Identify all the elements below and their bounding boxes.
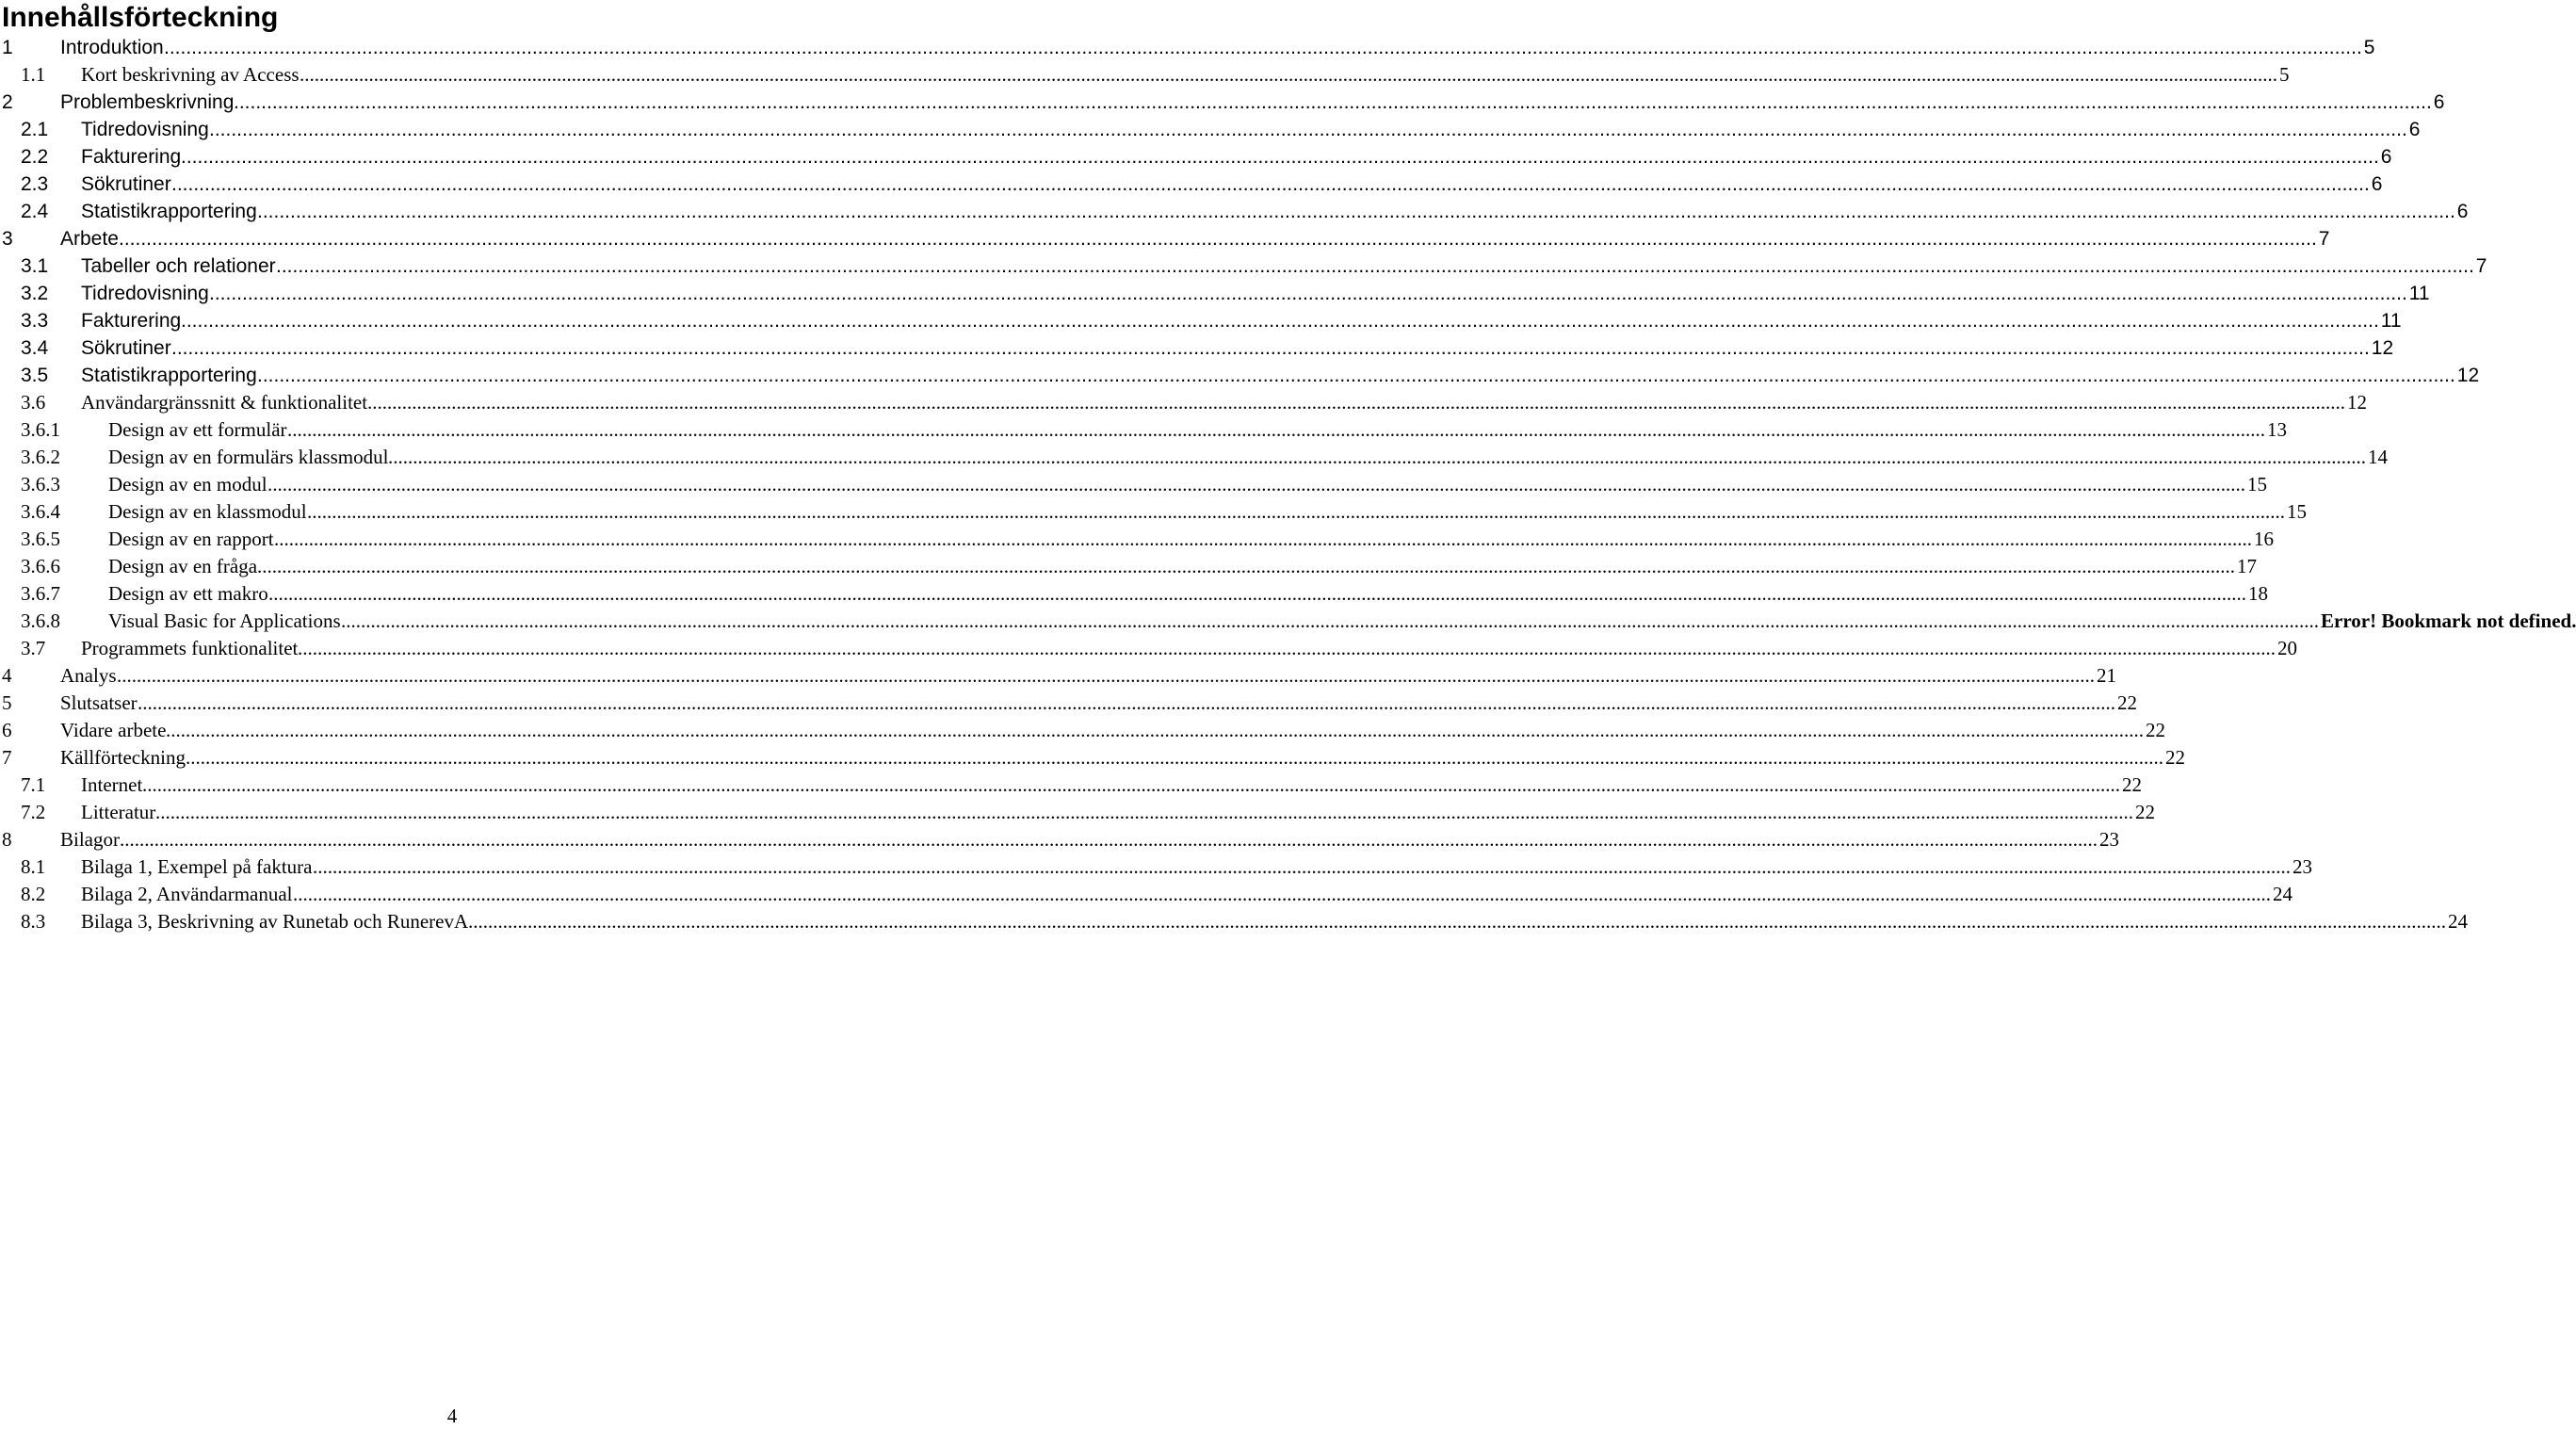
toc-leader — [313, 853, 2312, 881]
toc-leader — [257, 198, 2469, 225]
toc-leader — [186, 744, 2185, 772]
toc-entry-title: Design av ett formulär — [108, 418, 287, 441]
toc-entry[interactable] — [0, 580, 2268, 608]
toc-entry[interactable] — [0, 881, 2292, 908]
toc-entry[interactable] — [0, 908, 2468, 935]
toc-entry[interactable] — [0, 526, 2274, 553]
toc-entry[interactable] — [0, 853, 2312, 881]
toc-entry-page: 21 — [2097, 664, 2116, 687]
toc-entry[interactable] — [0, 89, 2445, 116]
dot-leader: ................................................................................................................................................................................................................................................................................................................................................................................................................ — [181, 310, 2379, 332]
toc-entry-page: 23 — [2292, 855, 2312, 878]
toc-entry-title: Introduktion — [60, 37, 164, 58]
dot-leader: ................................................................................................................................................................................................................................................................................................................................................................................................................ — [468, 910, 2446, 933]
toc-entry-title: Fakturering — [81, 146, 182, 168]
toc-leader — [166, 717, 2165, 744]
dot-leader: ................................................................................................................................................................................................................................................................................................................................................................................................................ — [257, 365, 2455, 386]
toc-entry-number: 7 — [2, 746, 12, 769]
dot-leader: ................................................................................................................................................................................................................................................................................................................................................................................................................ — [298, 637, 2276, 659]
toc-entry-title: Statistikrapportering — [81, 365, 257, 386]
toc-entry-page: 13 — [2267, 418, 2287, 441]
dot-leader: ................................................................................................................................................................................................................................................................................................................................................................................................................ — [257, 201, 2455, 222]
toc-leader — [209, 280, 2430, 307]
toc-entry-page: 24 — [2448, 910, 2468, 933]
toc-entry-title: Design av en formulärs klassmodul — [108, 446, 389, 468]
toc-entry-title: Slutsatser — [60, 691, 138, 714]
toc-entry-number: 8.1 — [21, 855, 46, 878]
toc-entry-number: 6 — [2, 719, 12, 741]
toc-entry-number: 3.2 — [21, 283, 49, 304]
toc-entry-title: Visual Basic for Applications — [108, 609, 341, 632]
toc-entry-number: 3.6.7 — [21, 582, 60, 605]
toc-entry-number: 3.1 — [21, 255, 49, 277]
toc-leader — [164, 34, 2375, 61]
toc-entry-title: Problembeskrivning — [60, 91, 235, 113]
toc-entry-page: 20 — [2277, 637, 2297, 659]
toc-entry-title: Tidredovisning — [81, 283, 209, 304]
toc-entry[interactable] — [0, 608, 2576, 635]
dot-leader: ................................................................................................................................................................................................................................................................................................................................................................................................................ — [155, 801, 2133, 823]
toc-entry-number: 3.6.6 — [21, 555, 60, 577]
dot-leader: ................................................................................................................................................................................................................................................................................................................................................................................................................ — [307, 500, 2285, 523]
dot-leader: ................................................................................................................................................................................................................................................................................................................................................................................................................ — [166, 719, 2144, 741]
toc-entry-number: 5 — [2, 691, 12, 714]
toc-entry-title: Sökrutiner — [81, 337, 171, 359]
toc-entry[interactable] — [0, 717, 2165, 744]
toc-leader — [274, 526, 2274, 553]
toc-entry-number: 2 — [2, 91, 13, 113]
toc-leader — [155, 799, 2155, 826]
toc-leader — [307, 498, 2307, 526]
dot-leader: ................................................................................................................................................................................................................................................................................................................................................................................................................ — [367, 391, 2345, 414]
dot-leader: ................................................................................................................................................................................................................................................................................................................................................................................................................ — [388, 446, 2366, 468]
toc-entry-number: 3.5 — [21, 365, 49, 386]
toc-entry-number: 3 — [2, 228, 13, 250]
toc-leader — [300, 61, 2290, 89]
toc-entry-page: 22 — [2165, 746, 2185, 769]
dot-leader: ................................................................................................................................................................................................................................................................................................................................................................................................................ — [209, 119, 2407, 140]
toc-entry-number: 1.1 — [21, 63, 46, 86]
toc-entry-title: Kort beskrivning av Access — [81, 63, 300, 86]
toc-entry-page: 23 — [2099, 828, 2119, 851]
dot-leader: ................................................................................................................................................................................................................................................................................................................................................................................................................ — [181, 146, 2379, 168]
toc-leader — [117, 662, 2116, 690]
toc-entry-page: 5 — [2279, 63, 2290, 86]
toc-leader — [209, 116, 2421, 143]
toc-leader — [119, 225, 2330, 252]
toc-entry-number: 3.7 — [21, 637, 46, 659]
toc-entry-title: Statistikrapportering — [81, 201, 257, 222]
dot-leader: ................................................................................................................................................................................................................................................................................................................................................................................................................ — [119, 228, 2317, 250]
toc-leader — [171, 334, 2394, 362]
toc-entry-number: 3.6.2 — [21, 446, 60, 468]
toc-leader — [287, 416, 2287, 444]
dot-leader: ................................................................................................................................................................................................................................................................................................................................................................................................................ — [138, 691, 2115, 714]
toc-entry-page: 17 — [2237, 555, 2257, 577]
toc-entry-title: Litteratur — [81, 801, 156, 823]
dot-leader: ................................................................................................................................................................................................................................................................................................................................................................................................................ — [341, 609, 2319, 632]
toc-entry-page: 22 — [2135, 801, 2155, 823]
dot-leader: ................................................................................................................................................................................................................................................................................................................................................................................................................ — [171, 337, 2370, 359]
toc-entry-number: 8 — [2, 828, 12, 851]
toc-entry[interactable] — [0, 198, 2469, 225]
toc-entry-title: Bilaga 1, Exempel på faktura — [81, 855, 313, 878]
toc-entry-page: 22 — [2146, 719, 2165, 741]
toc-entry-page: 22 — [2122, 773, 2142, 796]
toc-entry-title: Källförteckning — [60, 746, 186, 769]
toc-entry-title: Användargränssnitt & funktionalitet — [81, 391, 368, 414]
footer-page-number: 4 — [446, 1405, 458, 1427]
toc-entry[interactable] — [0, 416, 2287, 444]
dot-leader: ................................................................................................................................................................................................................................................................................................................................................................................................................ — [300, 63, 2277, 86]
toc-entry[interactable] — [0, 444, 2388, 471]
toc-entry-number: 7.2 — [21, 801, 46, 823]
dot-leader: ................................................................................................................................................................................................................................................................................................................................................................................................................ — [234, 91, 2432, 113]
toc-entry[interactable] — [0, 34, 2375, 61]
toc-entry[interactable] — [0, 307, 2402, 334]
toc-entry[interactable] — [0, 171, 2383, 198]
toc-entry[interactable] — [0, 362, 2480, 389]
toc-entry-title: Design av ett makro — [108, 582, 268, 605]
toc-leader — [120, 826, 2119, 853]
toc-entry[interactable] — [0, 471, 2267, 498]
toc-entry-page: 12 — [2456, 365, 2480, 386]
toc-entry-page: 5 — [2363, 37, 2375, 58]
toc-entry-title: Internet — [81, 773, 143, 796]
dot-leader: ................................................................................................................................................................................................................................................................................................................................................................................................................ — [142, 773, 2120, 796]
toc-entry[interactable] — [0, 280, 2430, 307]
dot-leader: ................................................................................................................................................................................................................................................................................................................................................................................................................ — [293, 883, 2271, 905]
toc-entry-page: 15 — [2247, 473, 2267, 496]
page-title: Innehållsförteckning — [2, 2, 279, 33]
toc-entry-page: 12 — [2371, 337, 2394, 359]
toc-leader — [257, 553, 2257, 580]
toc-entry[interactable] — [0, 826, 2119, 853]
toc-entry-title: Programmets funktionalitet — [81, 637, 299, 659]
toc-entry-page: 6 — [2408, 119, 2421, 140]
toc-entry-title: Design av en rapport — [108, 528, 274, 550]
toc-entry-number: 3.6.8 — [21, 609, 60, 632]
dot-leader: ................................................................................................................................................................................................................................................................................................................................................................................................................ — [276, 255, 2474, 277]
toc-leader — [367, 389, 2367, 416]
toc-entry[interactable] — [0, 61, 2290, 89]
toc-entry[interactable] — [0, 334, 2394, 362]
toc-entry-page: 16 — [2254, 528, 2274, 550]
toc-leader — [388, 444, 2388, 471]
toc-entry-page: 15 — [2287, 500, 2307, 523]
toc-leader — [171, 171, 2383, 198]
toc-entry-number: 8.2 — [21, 883, 46, 905]
dot-leader: ................................................................................................................................................................................................................................................................................................................................................................................................................ — [257, 555, 2235, 577]
toc-entry-page: 7 — [2475, 255, 2487, 277]
dot-leader: ................................................................................................................................................................................................................................................................................................................................................................................................................ — [267, 473, 2245, 496]
toc-entry-number: 7.1 — [21, 773, 46, 796]
toc-entry[interactable] — [0, 116, 2421, 143]
toc-leader — [257, 362, 2480, 389]
toc-leader — [267, 471, 2267, 498]
dot-leader: ................................................................................................................................................................................................................................................................................................................................................................................................................ — [209, 283, 2407, 304]
dot-leader: ................................................................................................................................................................................................................................................................................................................................................................................................................ — [268, 582, 2246, 605]
toc-entry-number: 2.4 — [21, 201, 49, 222]
toc-entry-page: 6 — [2371, 173, 2383, 195]
toc-entry[interactable] — [0, 553, 2257, 580]
toc-entry-title: Vidare arbete — [60, 719, 167, 741]
toc-entry-page: 6 — [2380, 146, 2392, 168]
toc-entry[interactable] — [0, 690, 2137, 717]
toc-entry-title: Bilaga 3, Beskrivning av Runetab och RunerevA — [81, 910, 469, 933]
dot-leader: ................................................................................................................................................................................................................................................................................................................................................................................................................ — [117, 664, 2095, 687]
toc-entry-number: 3.4 — [21, 337, 49, 359]
toc-entry-title: Fakturering — [81, 310, 182, 332]
toc-entry-title: Tabeller och relationer — [81, 255, 276, 277]
toc-entry-title: Tidredovisning — [81, 119, 209, 140]
dot-leader: ................................................................................................................................................................................................................................................................................................................................................................................................................ — [120, 828, 2098, 851]
dot-leader: ................................................................................................................................................................................................................................................................................................................................................................................................................ — [274, 528, 2252, 550]
toc-entry-title: Analys — [60, 664, 117, 687]
toc-entry-page: 11 — [2380, 310, 2402, 332]
toc-entry-title: Bilagor — [60, 828, 120, 851]
toc-entry-number: 1 — [2, 37, 13, 58]
toc-leader — [142, 772, 2142, 799]
toc-leader — [293, 881, 2292, 908]
toc-entry-number: 8.3 — [21, 910, 46, 933]
toc-entry-page: 22 — [2117, 691, 2137, 714]
toc-entry-number: 3.6.5 — [21, 528, 60, 550]
toc-leader — [468, 908, 2468, 935]
toc-entry-page: 6 — [2456, 201, 2469, 222]
toc-entry-title: Arbete — [60, 228, 119, 250]
toc-entry[interactable] — [0, 662, 2116, 690]
toc-entry-number: 3.6.1 — [21, 418, 60, 441]
toc-entry-title: Design av en klassmodul — [108, 500, 307, 523]
toc-entry[interactable] — [0, 635, 2297, 662]
toc-entry-error: Error! Bookmark not defined. — [2321, 609, 2576, 632]
toc-leader — [341, 608, 2576, 635]
toc-leader — [181, 143, 2392, 171]
toc-entry-number: 3.6.3 — [21, 473, 60, 496]
toc-entry-page: 24 — [2273, 883, 2292, 905]
toc-entry-number: 3.6.4 — [21, 500, 60, 523]
toc-entry-title: Design av en modul — [108, 473, 267, 496]
toc-entry-number: 3.3 — [21, 310, 49, 332]
toc-entry[interactable] — [0, 498, 2307, 526]
dot-leader: ................................................................................................................................................................................................................................................................................................................................................................................................................ — [186, 746, 2163, 769]
table-of-contents — [0, 34, 2576, 935]
toc-entry[interactable] — [0, 799, 2155, 826]
toc-leader — [276, 252, 2487, 280]
dot-leader: ................................................................................................................................................................................................................................................................................................................................................................................................................ — [287, 418, 2265, 441]
toc-entry[interactable] — [0, 252, 2487, 280]
toc-entry-page: 18 — [2248, 582, 2268, 605]
toc-leader — [181, 307, 2402, 334]
toc-entry-title: Sökrutiner — [81, 173, 171, 195]
toc-entry-number: 3.6 — [21, 391, 46, 414]
toc-leader — [234, 89, 2445, 116]
toc-leader — [268, 580, 2268, 608]
toc-entry-page: 11 — [2408, 283, 2430, 304]
toc-entry-number: 4 — [2, 664, 12, 687]
toc-entry[interactable] — [0, 744, 2185, 772]
toc-leader — [138, 690, 2137, 717]
dot-leader: ................................................................................................................................................................................................................................................................................................................................................................................................................ — [164, 37, 2362, 58]
toc-entry-number: 2.2 — [21, 146, 49, 168]
toc-entry[interactable] — [0, 389, 2367, 416]
toc-entry-page: 12 — [2347, 391, 2367, 414]
toc-entry-page: 14 — [2368, 446, 2388, 468]
toc-entry-page: 7 — [2318, 228, 2330, 250]
toc-entry-page: 6 — [2433, 91, 2445, 113]
toc-entry-number: 2.3 — [21, 173, 49, 195]
toc-entry-title: Design av en fråga — [108, 555, 258, 577]
toc-leader — [298, 635, 2297, 662]
toc-entry[interactable] — [0, 772, 2142, 799]
toc-entry[interactable] — [0, 225, 2330, 252]
toc-entry[interactable] — [0, 143, 2392, 171]
toc-entry-title: Bilaga 2, Användarmanual — [81, 883, 293, 905]
dot-leader: ................................................................................................................................................................................................................................................................................................................................................................................................................ — [313, 855, 2291, 878]
toc-entry-number: 2.1 — [21, 119, 49, 140]
dot-leader: ................................................................................................................................................................................................................................................................................................................................................................................................................ — [171, 173, 2370, 195]
